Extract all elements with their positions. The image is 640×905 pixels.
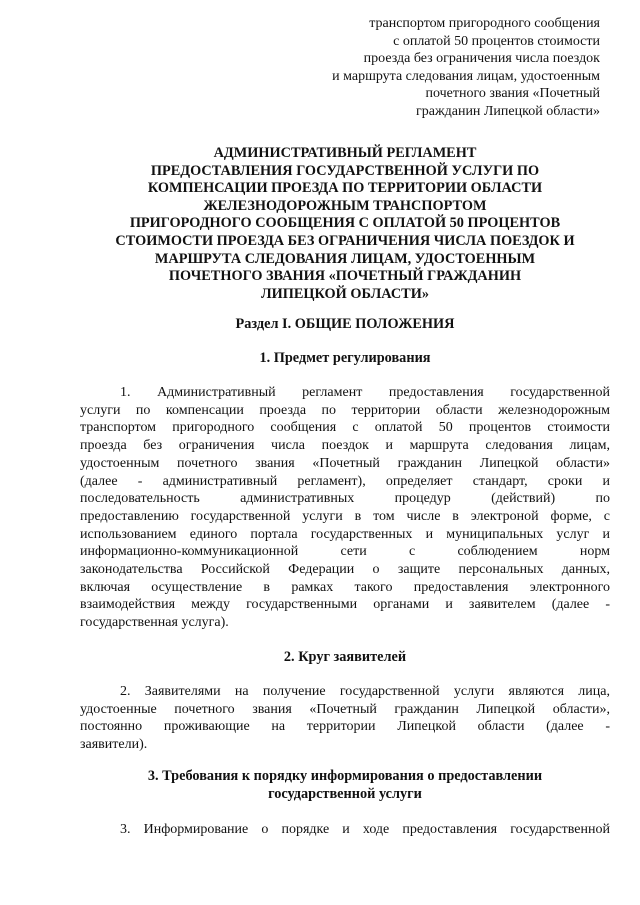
paragraph-applicants [80,683,610,754]
header-line: транспортом пригородного сообщения [369,16,600,31]
paragraph-line: 1. Административный регламент предоставления государственной [120,385,610,400]
title-line: МАРШРУТА СЛЕДОВАНИЯ ЛИЦАМ, УДОСТОЕННЫМ [154,250,536,267]
paragraph-subject [80,384,610,632]
header-line: проезда без ограничения числа поездок [363,51,600,67]
paragraph-line: 3. Информирование о порядке и ходе предоставления государственной [120,822,610,837]
paragraph-line: государственная услуга). [80,615,229,631]
approval-header [200,15,600,121]
paragraph-line: услуги по компенсации проезда по территории области железнодорожным [80,402,610,418]
paragraph-line: включая осуществление в рамках такого предоставления электронного [80,579,610,595]
paragraph-line: последовательность административных процедур (действий) по [80,491,610,507]
paragraph-line: (далее - административный регламент), определяет стандарт, сроки и [80,473,610,489]
paragraph-line: предоставлению государственной услуги в том числе в электроной форме, с [80,508,610,524]
header-line: гражданин Липецкой области» [415,103,600,119]
title-line: ЖЕЛЕЗНОДОРОЖНЫМ ТРАНСПОРТОМ [203,197,487,214]
subsection-heading: 2. Круг заявителей [283,649,407,665]
title-line: СТОИМОСТИ ПРОЕЗДА БЕЗ ОГРАНИЧЕНИЯ ЧИСЛА ПОЕЗДОК И [115,232,575,249]
header-line: и маршрута следования лицам, удостоенным [332,68,600,84]
paragraph-line: проезда без ограничения числа поездок и маршрута следования лицам, [80,438,610,454]
section-heading: Раздел I. ОБЩИЕ ПОЛОЖЕНИЯ [235,316,455,332]
header-line: с оплатой 50 процентов стоимости [393,33,600,49]
paragraph-line: законодательства Российской Федерации о защите персональных данных, [80,562,610,578]
paragraph-line: информационно-коммуникационной сети с соблюдением норм [80,544,610,560]
heading-line: 3. Требования к порядку информирования о предоставлении [147,768,543,784]
document-title [80,145,610,303]
subsection-heading: 1. Предмет регулирования [259,350,431,366]
heading-line: государственной услуги [268,785,422,802]
paragraph-line: взаимодействия между государственными органами и заявителем (далее - [80,597,610,613]
title-line: АДМИНИСТРАТИВНЫЙ РЕГЛАМЕНТ [213,145,477,161]
paragraph-line: 2. Заявителями на получение государственной услуги являются лица, [120,684,610,699]
title-line: ПОЧЕТНОГО ЗВАНИЯ «ПОЧЕТНЫЙ ГРАЖДАНИН [168,268,522,285]
title-line: ЛИПЕЦКОЙ ОБЛАСТИ» [261,285,429,302]
title-line: ПРИГОРОДНОГО СООБЩЕНИЯ С ОПЛАТОЙ 50 ПРОЦЕНТОВ [129,215,561,232]
paragraph-line: использованием единого портала государственных и муниципальных услуг и [80,526,610,542]
title-line: КОМПЕНСАЦИИ ПРОЕЗДА ПО ТЕРРИТОРИИ ОБЛАСТИ [147,180,543,197]
paragraph-line: удостоенные почетного звания «Почетный гражданин Липецкой области», [80,701,610,717]
subsection-heading [80,768,610,803]
paragraph-informing [80,821,610,839]
paragraph-line: заявители). [80,737,148,753]
title-line: ПРЕДОСТАВЛЕНИЯ ГОСУДАРСТВЕННОЙ УСЛУГИ ПО [150,162,540,179]
paragraph-line: удостоенным почетного звания «Почетный гражданин Липецкой области» [80,455,610,471]
header-line: почетного звания «Почетный [425,86,600,102]
paragraph-line: постоянно проживающие на территории Липецкой области (далее - [80,719,610,735]
paragraph-line: транспортом пригородного сообщения с оплатой 50 процентов стоимости [80,420,610,436]
